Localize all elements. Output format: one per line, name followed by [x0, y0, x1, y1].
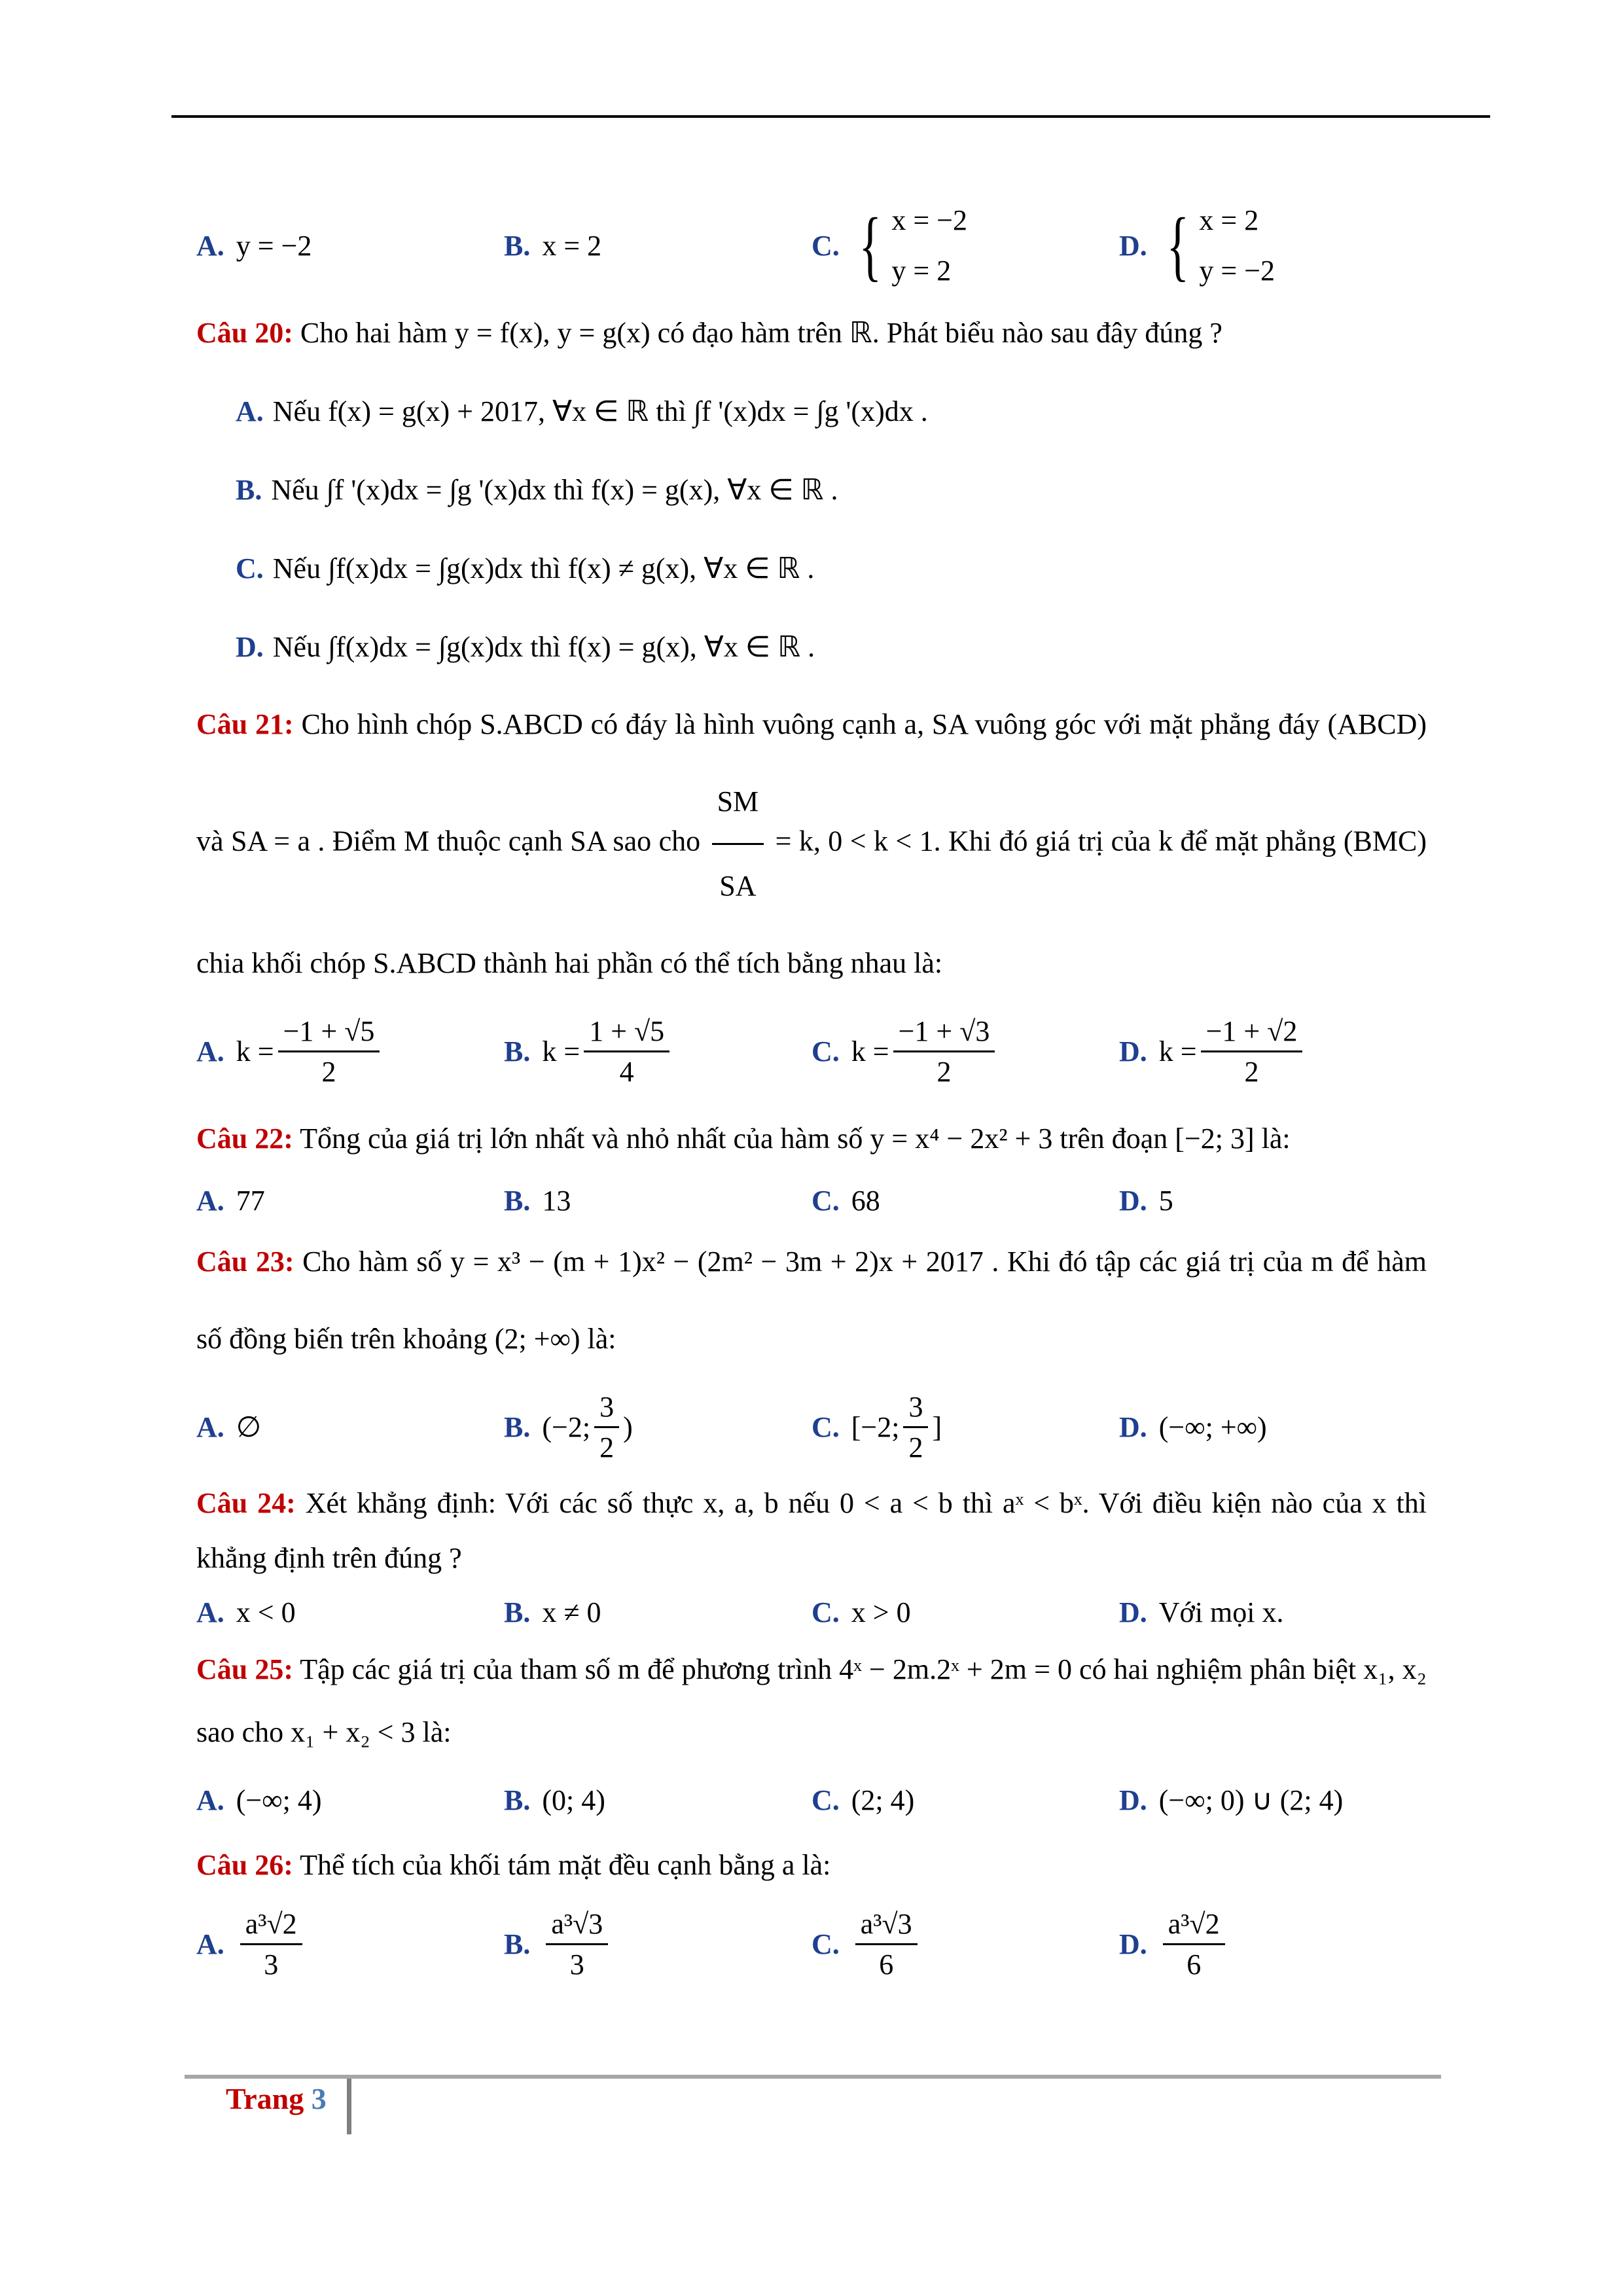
question-label: Câu 22:	[196, 1122, 293, 1155]
fraction-denominator: 3	[264, 1948, 279, 1981]
q19-option-a	[196, 229, 504, 262]
q23-option-c	[812, 1390, 1119, 1464]
option-text: (−∞; 0) ∪ (2; 4)	[1158, 1784, 1344, 1816]
option-label: A.	[196, 1035, 224, 1067]
system-row: y = −2	[1199, 255, 1275, 287]
fraction-denominator: 2	[599, 1431, 615, 1463]
option-text: 13	[542, 1184, 571, 1217]
question-label: Câu 25:	[196, 1653, 293, 1685]
option-prefix: k =	[236, 1035, 274, 1067]
option-label: C.	[812, 1184, 840, 1217]
q23-option-d	[1119, 1410, 1427, 1444]
option-label: B.	[504, 1596, 531, 1628]
fraction	[893, 1014, 995, 1088]
fraction	[855, 1907, 918, 1981]
system-row: x = 2	[1199, 204, 1259, 236]
option-prefix: k =	[542, 1035, 580, 1067]
q24-option-c	[812, 1596, 1119, 1629]
q25-option-d	[1119, 1784, 1427, 1817]
fraction-numerator: 3	[594, 1390, 619, 1428]
option-label: B.	[504, 1928, 531, 1960]
option-label: B.	[504, 1035, 531, 1067]
option-label: B.	[236, 473, 262, 506]
option-label: C.	[812, 1410, 840, 1443]
q22-option-a	[196, 1184, 504, 1217]
system-row: y = 2	[891, 255, 952, 287]
brace-icon: {	[1166, 202, 1189, 289]
q24-option-d	[1119, 1596, 1427, 1629]
q20-option-c	[196, 529, 1427, 607]
fraction-denominator: 6	[1186, 1948, 1202, 1981]
option-text: x = 2	[542, 229, 602, 262]
brace-icon: {	[859, 202, 882, 289]
question-21	[196, 686, 1427, 1100]
option-text: Nếu ∫f '(x)dx = ∫g '(x)dx thì f(x) = g(x), ∀x ∈ ℝ .	[271, 473, 838, 506]
q23-option-a	[196, 1410, 504, 1444]
fraction-numerator: a³√2	[240, 1907, 302, 1945]
question-label: Câu 21:	[196, 708, 294, 740]
equation-system	[851, 204, 967, 287]
q21-options	[196, 1002, 1427, 1100]
fraction	[546, 1907, 608, 1981]
question-text: Thể tích của khối tám mặt đều cạnh bằng a là:	[300, 1849, 831, 1881]
q21-option-c	[812, 1014, 1119, 1088]
question-text: Cho hàm số y = x³ − (m + 1)x² − (2m² − 3m + 2)x + 2017 . Khi đó tập các giá trị của m để hàm số đồng biến trên khoảng (2; +∞) là:	[196, 1246, 1427, 1355]
option-label: D.	[1119, 1928, 1147, 1960]
fraction	[1163, 1907, 1225, 1981]
q26-option-c	[812, 1907, 1119, 1981]
question-24	[196, 1476, 1427, 1638]
question-stem	[196, 1476, 1427, 1586]
option-text: ∅	[236, 1410, 262, 1443]
q19-options	[196, 196, 1427, 295]
page-footer	[226, 2081, 327, 2116]
page-content	[196, 196, 1427, 1993]
option-text: (0; 4)	[542, 1784, 605, 1816]
system-row: x = −2	[891, 204, 968, 236]
fraction-denominator: 3	[569, 1948, 584, 1981]
q25-option-b	[504, 1784, 812, 1817]
option-prefix: [−2;	[851, 1410, 900, 1443]
fraction-numerator: a³√3	[546, 1907, 608, 1945]
fraction	[278, 1014, 380, 1088]
question-label: Câu 26:	[196, 1849, 293, 1881]
option-text: Nếu f(x) = g(x) + 2017, ∀x ∈ ℝ thì ∫f '(x)dx = ∫g '(x)dx .	[272, 395, 928, 427]
question-26	[196, 1836, 1427, 1993]
fraction-denominator: 6	[879, 1948, 894, 1981]
option-label: A.	[196, 229, 224, 262]
fraction-numerator: −1 + √3	[893, 1014, 995, 1052]
option-prefix: k =	[851, 1035, 889, 1067]
option-text: 68	[851, 1184, 880, 1217]
question-text: Tổng của giá trị lớn nhất và nhỏ nhất của hàm số y = x⁴ − 2x² + 3 trên đoạn [−2; 3] là:	[300, 1122, 1291, 1155]
question-label: Câu 23:	[196, 1246, 294, 1278]
option-text: (−∞; +∞)	[1158, 1410, 1267, 1443]
fraction	[240, 1907, 302, 1981]
option-label: C.	[236, 552, 264, 584]
option-suffix: )	[623, 1410, 633, 1443]
fraction-numerator: a³√3	[855, 1907, 918, 1945]
fraction-denominator: 4	[619, 1055, 634, 1088]
q22-option-b	[504, 1184, 812, 1217]
q24-options	[196, 1586, 1427, 1638]
question-stem	[196, 1638, 1427, 1764]
option-label: B.	[504, 229, 531, 262]
option-text: x > 0	[851, 1596, 911, 1628]
fraction-denominator: SA	[719, 870, 757, 902]
q26-option-b	[504, 1907, 812, 1981]
q25-options	[196, 1764, 1427, 1836]
question-25	[196, 1638, 1427, 1836]
q22-option-c	[812, 1184, 1119, 1217]
fraction-denominator: 2	[936, 1055, 952, 1088]
option-suffix: ]	[932, 1410, 942, 1443]
option-label: A.	[236, 395, 264, 427]
q25-option-a	[196, 1784, 504, 1817]
fraction	[1201, 1014, 1303, 1088]
page-number: 3	[311, 2082, 327, 2115]
q23-options	[196, 1378, 1427, 1476]
option-label: A.	[196, 1928, 224, 1960]
footer-rule	[185, 2075, 1441, 2079]
question-stem	[196, 686, 1427, 1002]
question-text: Xét khẳng định: Với các số thực x, a, b nếu 0 < a < b thì aˣ < bˣ. Với điều kiện nào của x thì khẳng định trên đúng ?	[196, 1487, 1427, 1574]
question-text: Tập các giá trị của tham số m để phương trình 4ˣ − 2m.2ˣ + 2m = 0 có hai nghiệm phân biệt x₁, x₂ sao cho x₁ + x₂ < 3 là:	[196, 1653, 1427, 1748]
q26-option-a	[196, 1907, 504, 1981]
q20-option-a	[196, 372, 1427, 450]
fraction	[584, 1014, 669, 1088]
question-label: Câu 24:	[196, 1487, 296, 1519]
option-label: C.	[812, 1596, 840, 1628]
option-label: C.	[812, 1928, 840, 1960]
option-text: y = −2	[236, 229, 312, 262]
option-label: D.	[1119, 1184, 1147, 1217]
footer-label: Trang	[226, 2082, 304, 2115]
option-label: D.	[1119, 1784, 1147, 1816]
fraction	[712, 763, 764, 925]
option-text: Nếu ∫f(x)dx = ∫g(x)dx thì f(x) = g(x), ∀x ∈ ℝ .	[272, 630, 815, 663]
option-label: B.	[504, 1410, 531, 1443]
q20-option-d	[196, 607, 1427, 686]
option-text: Với mọi x.	[1158, 1596, 1284, 1628]
option-text: 77	[236, 1184, 265, 1217]
q20-option-b	[196, 450, 1427, 529]
option-label: C.	[812, 229, 840, 262]
option-prefix: k =	[1158, 1035, 1197, 1067]
option-label: B.	[504, 1184, 531, 1217]
option-text: x < 0	[236, 1596, 296, 1628]
question-stem	[196, 1100, 1427, 1177]
q19-option-c	[812, 204, 1119, 287]
question-stem	[196, 1836, 1427, 1895]
option-label: D.	[1119, 1410, 1147, 1443]
q22-options	[196, 1177, 1427, 1223]
question-text: Cho hình chóp S.ABCD có đáy là hình vuông cạnh a, SA vuông góc với mặt phẳng đáy (ABCD) và SA = a . Điểm M thuộc cạnh SA sao cho	[196, 708, 1427, 857]
option-label: D.	[1119, 229, 1147, 262]
q21-option-b	[504, 1014, 812, 1088]
equation-system	[1159, 204, 1275, 287]
header-rule	[171, 115, 1490, 118]
fraction-denominator: 2	[908, 1431, 923, 1463]
fraction	[594, 1390, 619, 1464]
option-label: A.	[196, 1184, 224, 1217]
fraction-numerator: −1 + √2	[1201, 1014, 1303, 1052]
option-label: A.	[196, 1596, 224, 1628]
option-text: (2; 4)	[851, 1784, 915, 1816]
q26-option-d	[1119, 1907, 1427, 1981]
option-text: Nếu ∫f(x)dx = ∫g(x)dx thì f(x) ≠ g(x), ∀x ∈ ℝ .	[272, 552, 815, 584]
fraction-denominator: 2	[321, 1055, 336, 1088]
option-text: (−∞; 4)	[236, 1784, 322, 1816]
option-label: D.	[236, 630, 264, 663]
question-20	[196, 295, 1427, 686]
fraction-numerator: SM	[712, 763, 764, 845]
option-label: A.	[196, 1410, 224, 1443]
q19-option-b	[504, 229, 812, 262]
question-stem	[196, 295, 1427, 372]
question-23	[196, 1223, 1427, 1476]
footer-divider	[347, 2079, 351, 2134]
question-text: = k, 0 < k < 1. Khi đó giá trị của k để mặt phẳng (BMC) chia khối chóp S.ABCD thành hai phần có thể tích bằng nhau là:	[196, 825, 1427, 979]
option-prefix: (−2;	[542, 1410, 591, 1443]
fraction-numerator: 3	[903, 1390, 928, 1428]
fraction-denominator: 2	[1244, 1055, 1259, 1088]
q26-options	[196, 1895, 1427, 1993]
question-text: Cho hai hàm y = f(x), y = g(x) có đạo hàm trên ℝ. Phát biểu nào sau đây đúng ?	[300, 317, 1222, 349]
option-label: B.	[504, 1784, 531, 1816]
option-label: A.	[196, 1784, 224, 1816]
option-label: D.	[1119, 1035, 1147, 1067]
option-label: C.	[812, 1035, 840, 1067]
question-22	[196, 1100, 1427, 1223]
q22-option-d	[1119, 1184, 1427, 1217]
option-text: 5	[1158, 1184, 1173, 1217]
question-stem	[196, 1223, 1427, 1378]
fraction-numerator: a³√2	[1163, 1907, 1225, 1945]
q23-option-b	[504, 1390, 812, 1464]
fraction-numerator: −1 + √5	[278, 1014, 380, 1052]
option-text: x ≠ 0	[542, 1596, 601, 1628]
q21-option-d	[1119, 1014, 1427, 1088]
fraction-numerator: 1 + √5	[584, 1014, 669, 1052]
q21-option-a	[196, 1014, 504, 1088]
fraction	[903, 1390, 928, 1464]
q24-option-b	[504, 1596, 812, 1629]
q24-option-a	[196, 1596, 504, 1629]
option-label: C.	[812, 1784, 840, 1816]
question-label: Câu 20:	[196, 317, 293, 349]
option-label: D.	[1119, 1596, 1147, 1628]
q19-option-d	[1119, 204, 1427, 287]
q25-option-c	[812, 1784, 1119, 1817]
